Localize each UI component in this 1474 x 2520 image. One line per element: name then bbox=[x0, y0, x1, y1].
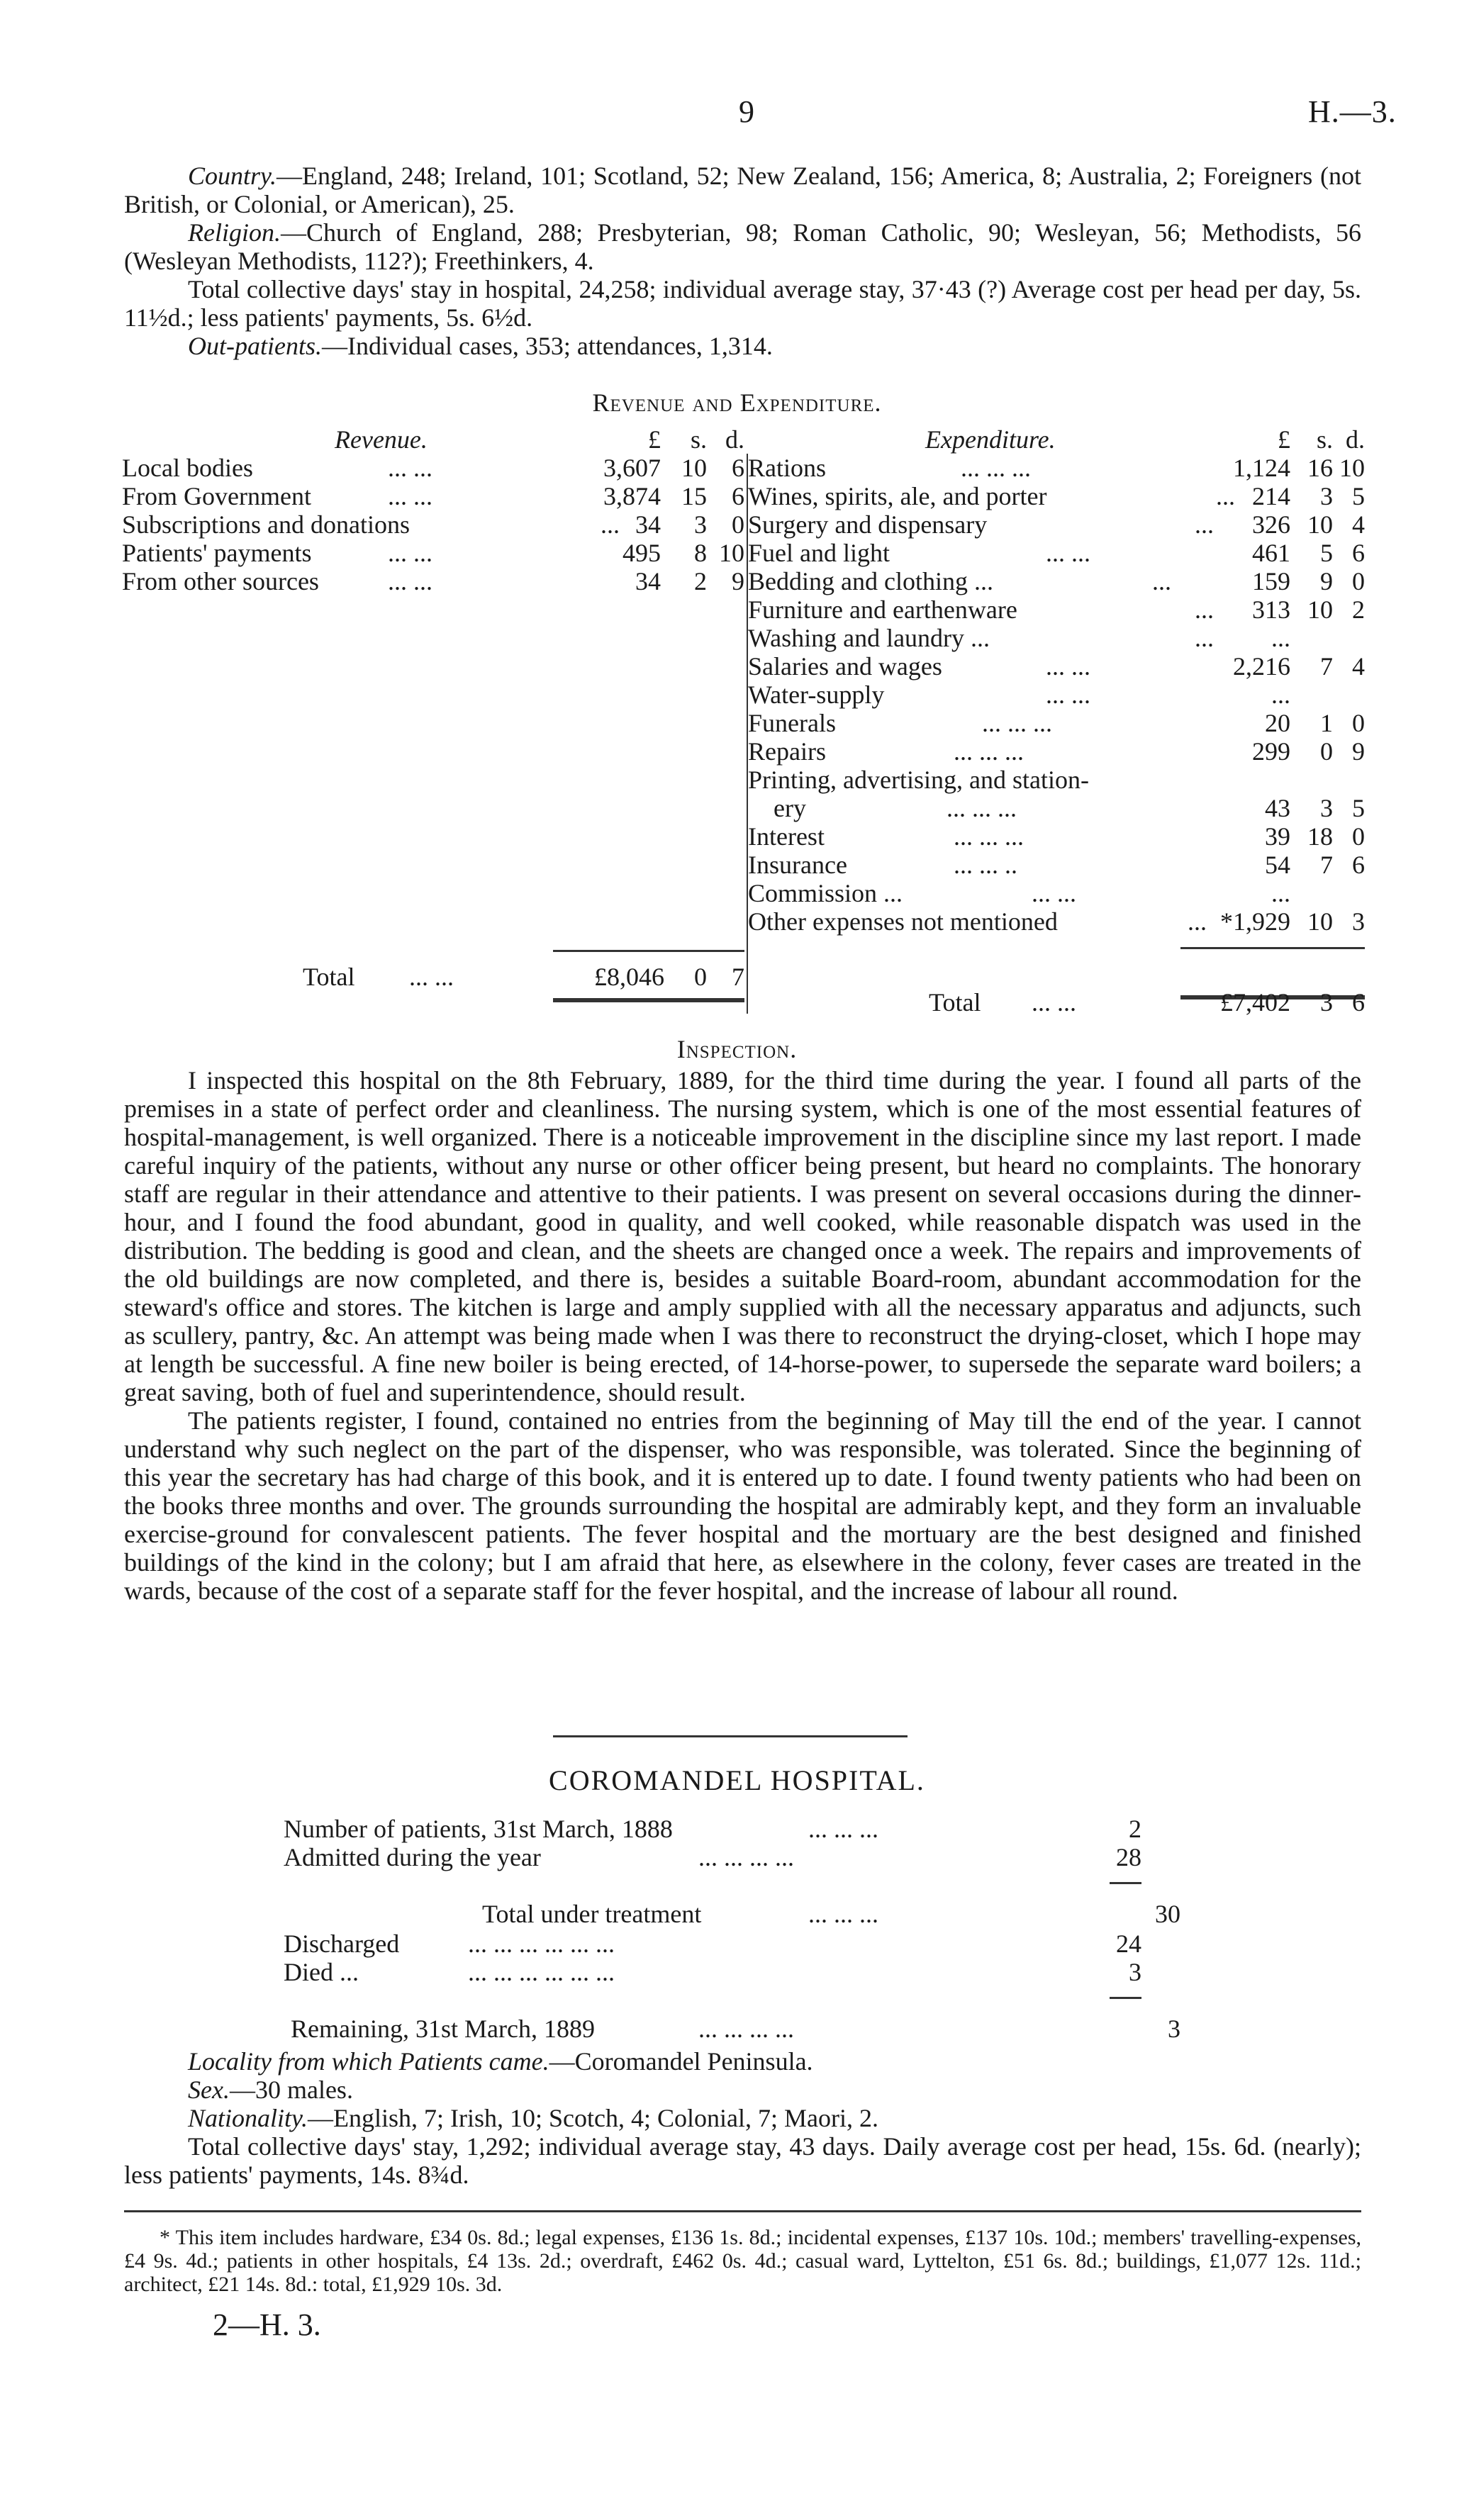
coromandel-details bbox=[124, 2047, 1361, 2189]
table-row bbox=[748, 709, 1365, 737]
row-label: Interest bbox=[748, 822, 825, 851]
pence-cell: 5 bbox=[1352, 482, 1365, 510]
pounds-cell: 20 bbox=[1265, 709, 1290, 737]
inspection-heading: Inspection. bbox=[676, 1035, 798, 1063]
row-leader: ... bbox=[1195, 624, 1214, 652]
stay-paragraph: Total collective days' stay in hospital, 24,258; individual average stay, 37·43 (?) Average cost per head per day, 5s. 11½d.; less patients' payments, 5s. 6½d. bbox=[124, 275, 1361, 332]
signature-mark: 2—H. 3. bbox=[213, 2307, 321, 2342]
number-leader: ... ... ... bbox=[808, 1815, 878, 1843]
remaining-label: Remaining, 31st March, 1889 bbox=[291, 2015, 595, 2043]
row-leader: ... ... bbox=[388, 482, 432, 510]
nationality-paragraph: Nationality.—English, 7; Irish, 10; Scotch, 4; Colonial, 7; Maori, 2. bbox=[188, 2104, 878, 2132]
shillings-cell: 3 bbox=[1320, 482, 1333, 510]
row-leader: ... bbox=[1216, 482, 1235, 510]
expenditure-total-row bbox=[748, 988, 1365, 1017]
row-label: Washing and laundry ... bbox=[748, 624, 990, 652]
table-row bbox=[748, 539, 1365, 567]
row-label: From Government bbox=[122, 482, 311, 510]
row-label: Bedding and clothing ... bbox=[748, 567, 993, 595]
coromandel-title: COROMANDEL HOSPITAL. bbox=[549, 1764, 925, 1796]
pounds-cell: 3,607 bbox=[603, 454, 661, 482]
total-shillings: 3 bbox=[1320, 988, 1333, 1017]
intro-section bbox=[124, 162, 1361, 360]
total-shillings: 0 bbox=[694, 963, 707, 991]
total-pence: 7 bbox=[732, 963, 744, 991]
table-divider bbox=[747, 454, 748, 1014]
shillings-cell: 10 bbox=[1307, 510, 1333, 539]
pence-cell: 6 bbox=[732, 454, 744, 482]
revenue-header-row bbox=[122, 425, 746, 454]
pounds-cell: 495 bbox=[622, 539, 661, 567]
pence-cell: 4 bbox=[1352, 652, 1365, 681]
admitted-value: 28 bbox=[1116, 1843, 1141, 1871]
shillings-cell: 10 bbox=[1307, 595, 1333, 624]
total-value: 30 bbox=[1155, 1900, 1180, 1928]
pence-cell: 5 bbox=[1352, 794, 1365, 822]
discharged-label: Discharged bbox=[284, 1930, 400, 1958]
row-label: Fuel and light bbox=[748, 539, 890, 567]
total-label: Total bbox=[303, 963, 355, 991]
table-row bbox=[748, 652, 1365, 681]
row-label: Rations bbox=[748, 454, 827, 482]
row-leader: ... ... bbox=[1032, 879, 1076, 907]
expenditure-total-rule bbox=[1180, 947, 1365, 949]
row-leader: ... ... ... bbox=[947, 794, 1017, 822]
pounds-cell: 3,874 bbox=[603, 482, 661, 510]
table-row bbox=[748, 737, 1365, 766]
row-label: Other expenses not mentioned bbox=[748, 907, 1058, 936]
row-leader: ... ... .. bbox=[954, 851, 1017, 879]
table-row bbox=[122, 510, 746, 539]
row-label: ery bbox=[748, 794, 806, 822]
pounds-cell: 2,216 bbox=[1233, 652, 1290, 681]
discharged-leader: ... ... ... ... ... ... bbox=[468, 1930, 615, 1958]
revenue-total-rule bbox=[553, 950, 744, 952]
shillings-cell: 16 bbox=[1307, 454, 1333, 482]
row-label: Commission ... bbox=[748, 879, 903, 907]
pounds-cell: 299 bbox=[1252, 737, 1290, 766]
remaining-leader: ... ... ... ... bbox=[698, 2015, 794, 2043]
row-label: Furniture and earthenware bbox=[748, 595, 1017, 624]
footnote: * This item includes hardware, £34 0s. 8d.; legal expenses, £136 1s. 8d.; incidental expenses, £137 10s. 10d.; members' travelling-expenses, £4 9s. 4d.; patients in other hospitals, £4 13s. 2d.; overdraft, £462 0s. 4d.; casual ward, Lyttelton, £51 6s. 8d.; buildings, £1,077 12s. 11d.; architect, £21 14s. 8d.: total, £1,929 10s. 3d. bbox=[124, 2226, 1361, 2296]
section-divider bbox=[553, 1735, 908, 1737]
table-row bbox=[748, 822, 1365, 851]
locality-paragraph: Locality from which Patients came.—Coromandel Peninsula. bbox=[188, 2047, 813, 2076]
row-label: Patients' payments bbox=[122, 539, 312, 567]
shillings-cell: 18 bbox=[1307, 822, 1333, 851]
pence-cell: 6 bbox=[1352, 851, 1365, 879]
table-row bbox=[748, 595, 1365, 624]
shillings-cell: 0 bbox=[1320, 737, 1333, 766]
row-leader: ... ... ... bbox=[961, 454, 1031, 482]
pence-cell: 9 bbox=[1352, 737, 1365, 766]
pounds-cell: 34 bbox=[635, 510, 661, 539]
admitted-label: Admitted during the year bbox=[284, 1843, 541, 1871]
pence-cell: 9 bbox=[732, 567, 744, 595]
pounds-cell: 34 bbox=[635, 567, 661, 595]
row-leader: ... bbox=[1195, 510, 1214, 539]
inspection-paragraph-2: The patients register, I found, contained no entries from the beginning of May till the end of the year. I cannot understand why such neglect on the part of the dispenser, who was responsible, was tolerated. Since the beginning of this year the secretary has had charge of this book, and it is entered up to date. I found twenty patients who had been on the books three months and over. The grounds surrounding the hospital are admirably kept, and they form an invaluable exercise-ground for convalescent patients. The fever hospital and the mortuary are the best designed and finished buildings of the kind in the colony; but I am afraid that here, as elsewhere in the colony, fever cases are treated in the wards, because of the cost of a separate staff for the fever hospital, and the increase of labour all round. bbox=[124, 1406, 1361, 1605]
row-leader: ... ... bbox=[1046, 539, 1090, 567]
row-leader: ... ... ... bbox=[954, 737, 1024, 766]
footnote-rule bbox=[124, 2210, 1361, 2212]
total-pounds: £7,402 bbox=[1220, 988, 1290, 1017]
died-leader: ... ... ... ... ... ... bbox=[468, 1958, 615, 1986]
row-label: Subscriptions and donations bbox=[122, 510, 410, 539]
pounds-cell: 159 bbox=[1252, 567, 1290, 595]
pence-cell: 3 bbox=[1352, 907, 1365, 936]
shillings-cell: 15 bbox=[681, 482, 707, 510]
table-row bbox=[748, 851, 1365, 879]
table-row bbox=[122, 454, 746, 482]
row-leader: ... ... bbox=[388, 454, 432, 482]
sum-rule bbox=[1110, 1882, 1141, 1884]
difference-rule bbox=[1110, 1997, 1141, 1999]
table-row bbox=[748, 454, 1365, 482]
pounds-cell: 461 bbox=[1252, 539, 1290, 567]
row-label: Wines, spirits, ale, and porter bbox=[748, 482, 1047, 510]
table-row bbox=[122, 482, 746, 510]
table-row bbox=[122, 539, 746, 567]
document-code: H.—3. bbox=[1308, 94, 1397, 129]
outpatients-paragraph: Out-patients.—Individual cases, 353; attendances, 1,314. bbox=[188, 332, 773, 360]
shillings-cell: 5 bbox=[1320, 539, 1333, 567]
total-leader: ... ... bbox=[409, 963, 454, 991]
shillings-cell: 2 bbox=[694, 567, 707, 595]
revenue-total-double-rule bbox=[553, 998, 744, 1002]
row-leader: ... ... bbox=[1046, 681, 1090, 709]
row-label: Insurance bbox=[748, 851, 847, 879]
finance-heading: Revenue and Expenditure. bbox=[592, 388, 882, 417]
row-leader: ... bbox=[1195, 595, 1214, 624]
country-paragraph: Country.—England, 248; Ireland, 101; Scotland, 52; New Zealand, 156; America, 8; Australia, 2; Foreigners (not British, or Colonial, or American), 25. bbox=[124, 162, 1361, 218]
coromandel-stay-paragraph: Total collective days' stay, 1,292; individual average stay, 43 days. Daily average cost per head, 15s. 6d. (nearly); less patients' payments, 14s. 8¾d. bbox=[124, 2132, 1361, 2189]
pounds-cell: 214 bbox=[1252, 482, 1290, 510]
table-row bbox=[122, 567, 746, 595]
table-row bbox=[748, 766, 1365, 794]
died-value: 3 bbox=[1129, 1958, 1141, 1986]
row-leader: ... ... ... bbox=[954, 822, 1024, 851]
pence-cell: 4 bbox=[1352, 510, 1365, 539]
pounds-heading: £ bbox=[1278, 425, 1290, 454]
pounds-cell: 326 bbox=[1252, 510, 1290, 539]
shillings-cell: 7 bbox=[1320, 851, 1333, 879]
table-row bbox=[748, 794, 1365, 822]
shillings-cell: 3 bbox=[694, 510, 707, 539]
pounds-cell: ... bbox=[1271, 624, 1290, 652]
row-label: Local bodies bbox=[122, 454, 253, 482]
shillings-cell: 7 bbox=[1320, 652, 1333, 681]
shillings-cell: 9 bbox=[1320, 567, 1333, 595]
total-under-treatment-label: Total under treatment bbox=[482, 1900, 702, 1928]
expenditure-heading: Expenditure. bbox=[925, 425, 1056, 454]
revenue-total-row bbox=[122, 963, 746, 991]
page-number: 9 bbox=[739, 94, 754, 129]
row-leader: ... bbox=[601, 510, 620, 539]
pence-cell: 2 bbox=[1352, 595, 1365, 624]
shillings-cell: 10 bbox=[1307, 907, 1333, 936]
pence-cell: 0 bbox=[1352, 567, 1365, 595]
row-label: Surgery and dispensary bbox=[748, 510, 988, 539]
row-label: Printing, advertising, and station- bbox=[748, 766, 1089, 794]
pounds-cell: ... bbox=[1271, 879, 1290, 907]
pence-heading: d. bbox=[1346, 425, 1365, 454]
pence-cell: 0 bbox=[732, 510, 744, 539]
shillings-cell: 1 bbox=[1320, 709, 1333, 737]
pounds-cell: 39 bbox=[1265, 822, 1290, 851]
shillings-heading: s. bbox=[1316, 425, 1333, 454]
died-label: Died ... bbox=[284, 1958, 359, 1986]
inspection-section bbox=[124, 1066, 1361, 1605]
pence-cell: 10 bbox=[719, 539, 744, 567]
row-label: From other sources bbox=[122, 567, 319, 595]
total-leader: ... ... ... bbox=[808, 1900, 878, 1928]
shillings-heading: s. bbox=[690, 425, 707, 454]
admitted-leader: ... ... ... ... bbox=[698, 1843, 794, 1871]
pounds-cell: 313 bbox=[1252, 595, 1290, 624]
sex-paragraph: Sex.—30 males. bbox=[188, 2076, 353, 2104]
revenue-table bbox=[122, 425, 746, 595]
total-leader: ... ... bbox=[1032, 988, 1076, 1017]
pounds-cell: ... bbox=[1271, 681, 1290, 709]
number-value: 2 bbox=[1129, 1815, 1141, 1843]
total-label: Total bbox=[929, 988, 981, 1017]
discharged-value: 24 bbox=[1116, 1930, 1141, 1958]
row-label: Water-supply bbox=[748, 681, 885, 709]
table-row bbox=[748, 482, 1365, 510]
row-label: Funerals bbox=[748, 709, 836, 737]
row-leader: ... bbox=[1152, 567, 1171, 595]
total-pence: 6 bbox=[1352, 988, 1365, 1017]
row-leader: ... bbox=[1188, 907, 1207, 936]
pence-cell: 6 bbox=[1352, 539, 1365, 567]
row-label: Salaries and wages bbox=[748, 652, 942, 681]
shillings-cell: 3 bbox=[1320, 794, 1333, 822]
pounds-heading: £ bbox=[648, 425, 661, 454]
pounds-cell: 43 bbox=[1265, 794, 1290, 822]
table-row bbox=[748, 624, 1365, 652]
total-pounds: £8,046 bbox=[594, 963, 664, 991]
pence-cell: 0 bbox=[1352, 709, 1365, 737]
pence-cell: 10 bbox=[1339, 454, 1365, 482]
table-row bbox=[748, 567, 1365, 595]
remaining-value: 3 bbox=[1168, 2015, 1180, 2043]
inspection-paragraph-1: I inspected this hospital on the 8th February, 1889, for the third time during the year. I found all parts of the premises in a state of perfect order and cleanliness. The nursing system, which is one of the most essential features of hospital-management, is well organized. There is a noticeable improvement in the discipline since my last report. I made careful inquiry of the patients, without any nurse or other officer being present, but heard no complaints. The honorary staff are regular in their attendance and attentive to their patients. I was present on several occasions during the dinner-hour, and I found the food abundant, good in quality, and well cooked, while reasonable dispatch was used in the distribution. The bedding is good and clean, and the sheets are changed once a week. The repairs and improvements of the old buildings are now completed, and there is, besides a suitable Board-room, abundant accommodation for the steward's office and stores. The kitchen is large and amply supplied with all the necessary apparatus and adjuncts, such as scullery, pantry, &c. An attempt was being made when I was there to reconstruct the drying-closet, which I hope may at length be successful. A fine new boiler is being erected, of 14-horse-power, to supersede the separate ward boilers; a great saving, both of fuel and superintendence, should result. bbox=[124, 1066, 1361, 1406]
number-of-patients-label: Number of patients, 31st March, 1888 bbox=[284, 1815, 673, 1843]
row-leader: ... ... bbox=[388, 567, 432, 595]
shillings-cell: 10 bbox=[681, 454, 707, 482]
pounds-cell: 54 bbox=[1265, 851, 1290, 879]
row-leader: ... ... ... bbox=[982, 709, 1052, 737]
pence-cell: 0 bbox=[1352, 822, 1365, 851]
revenue-heading: Revenue. bbox=[335, 425, 428, 454]
table-row bbox=[748, 907, 1365, 936]
pounds-cell: 1,124 bbox=[1233, 454, 1290, 482]
table-row bbox=[748, 510, 1365, 539]
shillings-cell: 8 bbox=[694, 539, 707, 567]
expenditure-header-row bbox=[748, 425, 1365, 454]
table-row bbox=[748, 879, 1365, 907]
row-label: Repairs bbox=[748, 737, 826, 766]
table-row bbox=[748, 681, 1365, 709]
pounds-cell: *1,929 bbox=[1220, 907, 1290, 936]
pence-heading: d. bbox=[725, 425, 744, 454]
religion-paragraph: Religion.—Church of England, 288; Presbyterian, 98; Roman Catholic, 90; Wesleyan, 56; Methodists, 56 (Wesleyan Methodists, 112?); Freethinkers, 4. bbox=[124, 218, 1361, 275]
row-leader: ... ... bbox=[1046, 652, 1090, 681]
row-leader: ... ... bbox=[388, 539, 432, 567]
expenditure-table bbox=[748, 425, 1365, 936]
pence-cell: 6 bbox=[732, 482, 744, 510]
